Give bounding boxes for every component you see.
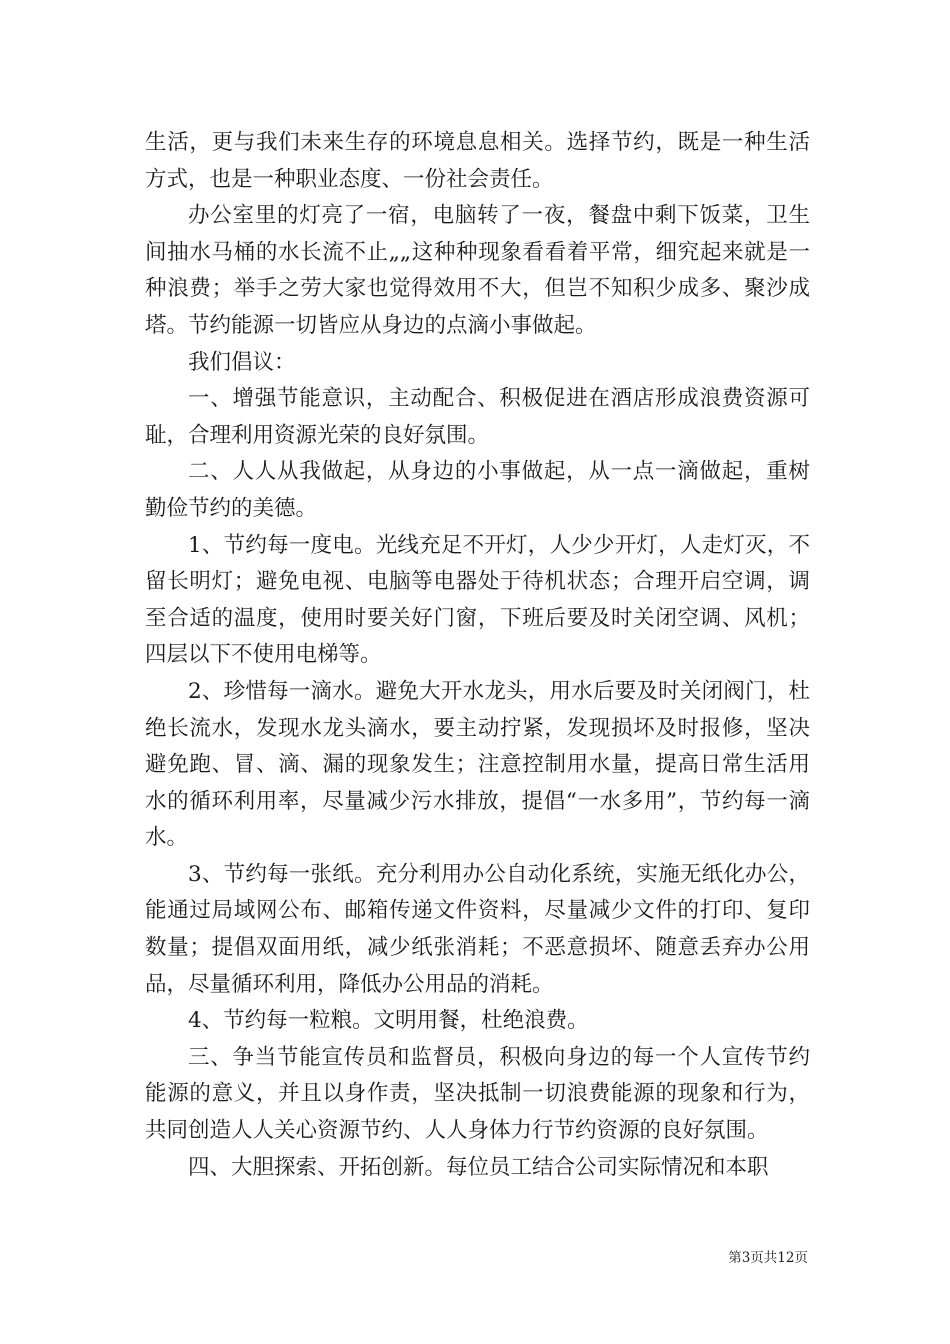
- paragraph-save-water: 2、珍惜每一滴水。避免大开水龙头，用水后要及时关闭阀门，杜绝长流水，发现水龙头滴水，要主动拧紧，发现损坏及时报修，坚决避免跑、冒、滴、漏的现象发生；注意控制用水量，提高日常生活用水的循环利用率，尽量减少污水排放，提倡“一水多用”，节约每一滴水。: [145, 678, 810, 851]
- paragraph-office-waste: 办公室里的灯亮了一宿，电脑转了一夜，餐盘中剩下饭菜，卫生间抽水马桶的水长流不止„„这种种现象看看着平常，细究起来就是一种浪费；举手之劳大家也觉得效用不大，但岂不知积少成多、聚沙成塔。节约能源一切皆应从身边的点滴小事做起。: [145, 203, 810, 338]
- paragraph-point-one: 一、增强节能意识，主动配合、积极促进在酒店形成浪费资源可耻，合理利用资源光荣的良好氛围。: [145, 386, 810, 448]
- paragraph-proposal-intro: 我们倡议：: [188, 349, 296, 375]
- paragraph-save-food: 4、节约每一粒粮。文明用餐，杜绝浪费。: [188, 1008, 589, 1034]
- paragraph-point-four: 四、大胆探索、开拓创新。每位员工结合公司实际情况和本职: [188, 1154, 769, 1180]
- page-number-footer: 第3页共12页: [728, 1250, 808, 1266]
- document-body: [145, 125, 810, 1186]
- paragraph-continued: 生活，更与我们未来生存的环境息息相关。选择节约，既是一种生活方式，也是一种职业态度、一份社会责任。: [145, 130, 810, 192]
- paragraph-point-two: 二、人人从我做起，从身边的小事做起，从一点一滴做起，重树勤俭节约的美德。: [145, 459, 810, 521]
- paragraph-point-three: 三、争当节能宣传员和监督员，积极向身边的每一个人宣传节约能源的意义，并且以身作责，坚决抵制一切浪费能源的现象和行为，共同创造人人关心资源节约、人人身体力行节约资源的良好氛围。: [145, 1044, 810, 1144]
- paragraph-save-paper: 3、节约每一张纸。充分利用办公自动化系统，实施无纸化办公，能通过局域网公布、邮箱传递文件资料，尽量减少文件的打印、复印数量；提倡双面用纸，减少纸张消耗；不恶意损坏、随意丢弃办公用品，尽量循环利用，降低办公用品的消耗。: [145, 861, 810, 997]
- paragraph-save-electricity: 1、节约每一度电。光线充足不开灯，人少少开灯，人走灯灭，不留长明灯；避免电视、电脑等电器处于待机状态；合理开启空调，调至合适的温度，使用时要关好门窗，下班后要及时关闭空调、风机；四层以下不使用电梯等。: [145, 532, 810, 668]
